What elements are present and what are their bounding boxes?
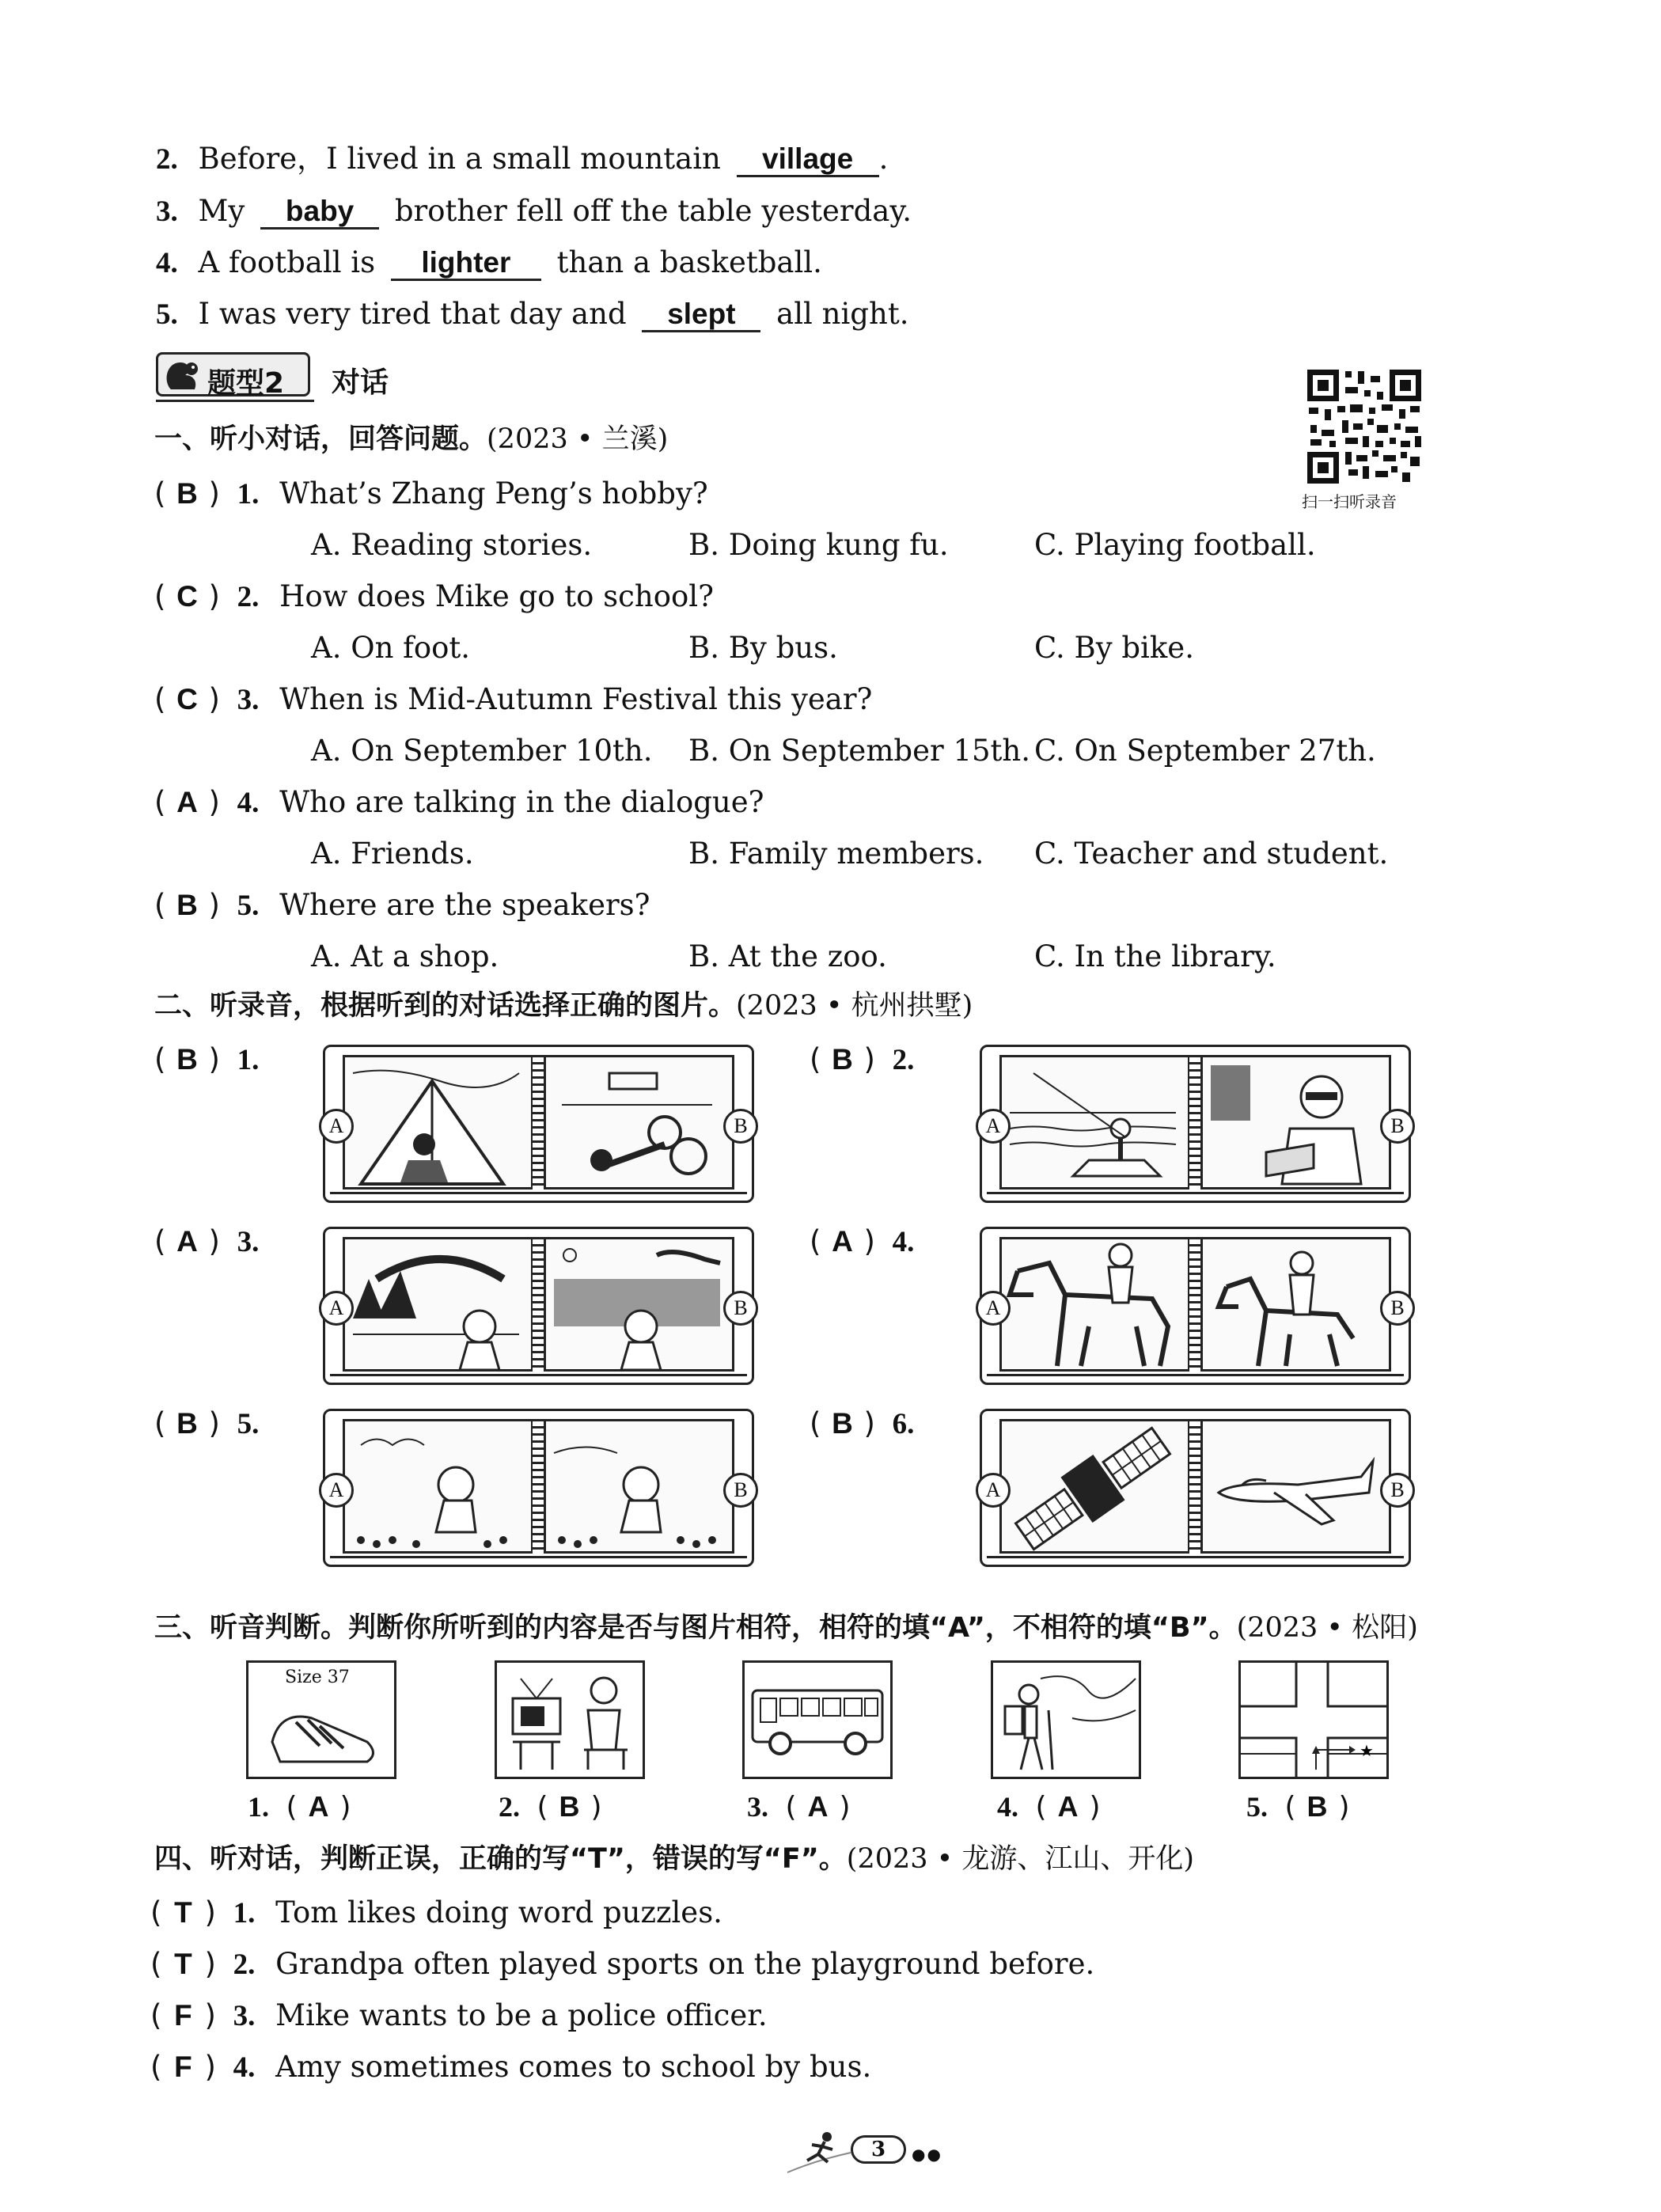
answer: B: [176, 1407, 198, 1440]
question-text: When is Mid-Autumn Festival this year?: [279, 682, 873, 716]
picture-book: [323, 1409, 754, 1567]
answer: B: [1306, 1790, 1328, 1823]
qr-code[interactable]: [1306, 368, 1423, 485]
hiker-icon: [993, 1663, 1139, 1777]
part1-title-text: 一、听小对话，回答问题。: [154, 423, 487, 455]
snow-penguin-icon: [345, 1421, 526, 1556]
answer: A: [807, 1790, 829, 1823]
picture-question: ( B ) 2.: [810, 1042, 915, 1076]
question-text: What’s Zhang Peng’s hobby?: [279, 476, 708, 510]
question-number: 1.: [237, 1044, 260, 1076]
label-b: B: [1380, 1291, 1415, 1326]
shoe-size-label: Size 37: [285, 1668, 350, 1687]
answer: B: [832, 1043, 853, 1076]
picture-answer: 3. ( A ): [747, 1790, 851, 1823]
answer: F: [174, 2051, 192, 2083]
option: B. At the zoo.: [688, 939, 887, 973]
answer: T: [174, 1948, 192, 1980]
question-number: 3.: [237, 684, 260, 716]
label-b: B: [723, 1473, 758, 1508]
part2-title-text: 二、听录音，根据听到的对话选择正确的图片。: [154, 990, 737, 1022]
item-text: A football is: [198, 245, 376, 279]
picture-a[interactable]: [999, 1055, 1190, 1189]
answer-blank: slept: [642, 299, 760, 332]
tv-girl-icon: [497, 1663, 643, 1777]
option: A. At a shop.: [311, 939, 499, 973]
bus-icon: [745, 1663, 890, 1777]
answer: A: [176, 786, 198, 818]
airplane-icon: [1203, 1421, 1384, 1556]
answer: A: [308, 1790, 329, 1823]
section-title: 对话: [332, 366, 389, 399]
label-a: A: [319, 1109, 354, 1144]
satellite-icon: [1002, 1421, 1183, 1556]
question-number: 6.: [892, 1408, 915, 1440]
option: C. Teacher and student.: [1034, 837, 1389, 871]
answer: C: [176, 580, 198, 613]
option: B. By bus.: [688, 631, 838, 665]
question-row: ( B ) 5. Where are the speakers?: [154, 888, 650, 922]
option: C. Playing football.: [1034, 528, 1316, 562]
label-b: B: [1380, 1473, 1415, 1508]
picture-a[interactable]: [343, 1419, 533, 1554]
page-number: 3: [870, 2138, 886, 2161]
option: A. On September 10th.: [311, 734, 653, 768]
picture-book: [323, 1045, 754, 1203]
judge-row: ( F ) 3. Mike wants to be a police officer.: [150, 1998, 768, 2032]
item-number: 5.: [156, 298, 178, 331]
picture-b[interactable]: [544, 1419, 734, 1554]
picture-map[interactable]: [1238, 1660, 1389, 1779]
question-number: 2.: [233, 1948, 256, 1981]
picture-bus[interactable]: [742, 1660, 893, 1779]
item-text: I was very tired that day and: [198, 297, 627, 331]
label-a: A: [976, 1473, 1011, 1508]
answer: B: [176, 1043, 198, 1076]
answer-blank: baby: [260, 196, 379, 230]
answer: T: [174, 1896, 192, 1929]
item-text: Before，I lived in a small mountain: [198, 142, 721, 176]
answer: A: [176, 1225, 198, 1258]
option: A. Friends.: [311, 837, 474, 871]
question-number: 3.: [237, 1226, 260, 1258]
picture-tv[interactable]: [495, 1660, 645, 1779]
item-text: .: [878, 142, 889, 176]
question-row: ( A ) 4. Who are talking in the dialogue?: [154, 785, 764, 819]
bike-fall-icon: [546, 1057, 727, 1192]
option: C. On September 27th.: [1034, 734, 1376, 768]
shoes-icon: [264, 1694, 383, 1774]
answer: B: [176, 889, 198, 921]
question-number: 2.: [237, 581, 260, 613]
item-text: than a basketball.: [556, 245, 822, 279]
question-number: 1.: [237, 478, 260, 510]
picture-book: [980, 1409, 1411, 1567]
question-text: Mike wants to be a police officer.: [275, 1998, 768, 2032]
question-number: 2.: [892, 1044, 915, 1076]
section-label: 题型2: [207, 367, 285, 400]
question-text: Tom likes doing word puzzles.: [275, 1895, 722, 1929]
qr-code-icon: [1306, 368, 1423, 485]
picture-b[interactable]: [1200, 1237, 1391, 1372]
part4-source: (2023 • 龙游、江山、开化): [846, 1843, 1195, 1875]
question-number: 5.: [237, 890, 260, 922]
item-text: brother fell off the table yesterday.: [394, 194, 912, 228]
question-text: Who are talking in the dialogue?: [279, 785, 764, 819]
picture-question: ( B ) 5.: [154, 1406, 260, 1440]
field-penguin-icon: [546, 1421, 727, 1556]
question-text: How does Mike go to school?: [279, 579, 714, 613]
option: A. Reading stories.: [311, 528, 593, 562]
picture-a[interactable]: [343, 1237, 533, 1372]
squirrel-icon: [163, 358, 203, 394]
picture-answer: 1. ( A ): [248, 1790, 351, 1823]
picture-question: ( B ) 1.: [154, 1042, 260, 1076]
picture-b[interactable]: [544, 1237, 734, 1372]
judge-row: ( T ) 2. Grandpa often played sports on the playground before.: [150, 1947, 1095, 1981]
question-number: 4.: [892, 1226, 915, 1258]
option: B. On September 15th.: [688, 734, 1030, 768]
judge-row: ( F ) 4. Amy sometimes comes to school by bus.: [150, 2050, 872, 2084]
answer-blank: village: [737, 144, 879, 177]
answer: A: [1057, 1790, 1079, 1823]
picture-b[interactable]: [544, 1055, 734, 1189]
part4-title-text: 四、听对话，判断正误，正确的写“T”，错误的写“F”。: [154, 1843, 847, 1875]
answer: F: [174, 1999, 192, 2032]
page-footer: [783, 2129, 965, 2176]
picture-answer: 2. ( B ): [499, 1790, 602, 1823]
fill-in-item: [156, 144, 888, 177]
part3-title-text: 三、听音判断。判断你所听到的内容是否与图片相符，相符的填“A”，不相符的填“B”。: [154, 1612, 1237, 1644]
label-b: B: [723, 1291, 758, 1326]
part2-title: [154, 992, 973, 1020]
street-map-icon: [1241, 1663, 1386, 1777]
opera-house-icon: [345, 1239, 526, 1374]
question-number: 4.: [237, 787, 260, 819]
fill-in-item: [156, 245, 822, 281]
pony-riding-icon: [1203, 1239, 1384, 1374]
answer: B: [559, 1790, 580, 1823]
tent-icon: [345, 1057, 526, 1192]
picture-a[interactable]: [999, 1419, 1190, 1554]
svg-text:★: ★: [1360, 1741, 1374, 1760]
picture-book: [980, 1227, 1411, 1385]
label-b: B: [723, 1109, 758, 1144]
qr-caption: 扫一扫听录音: [1302, 492, 1397, 511]
label-a: A: [319, 1291, 354, 1326]
picture-answer: 5. ( B ): [1246, 1790, 1350, 1823]
question-row: ( C ) 2. How does Mike go to school?: [154, 579, 714, 613]
part3-title: [154, 1614, 1418, 1642]
question-text: Amy sometimes comes to school by bus.: [275, 2050, 872, 2084]
fishing-boat-icon: [1002, 1057, 1183, 1192]
picture-b[interactable]: [1200, 1055, 1391, 1189]
option: B. Family members.: [688, 837, 984, 871]
picture-answer: 4. ( A ): [997, 1790, 1101, 1823]
section-underline: [156, 400, 314, 402]
label-b: B: [1380, 1109, 1415, 1144]
answer-blank: lighter: [391, 248, 541, 281]
horse-riding-icon: [1002, 1239, 1183, 1374]
question-text: Where are the speakers?: [279, 888, 650, 922]
page-number-badge: [851, 2135, 906, 2164]
picture-question: ( A ) 3.: [154, 1224, 260, 1258]
question-number: 3.: [233, 2000, 256, 2032]
part1-source: (2023 • 兰溪): [487, 423, 669, 455]
picture-question: ( B ) 6.: [810, 1406, 915, 1440]
judge-row: ( T ) 1. Tom likes doing word puzzles.: [150, 1895, 722, 1929]
label-a: A: [319, 1473, 354, 1508]
part4-title: [154, 1843, 1195, 1875]
part1-title: [154, 423, 669, 455]
question-text: Grandpa often played sports on the playground before.: [275, 1947, 1095, 1981]
answer: B: [832, 1407, 853, 1440]
fill-in-item: [156, 196, 912, 230]
option: B. Doing kung fu.: [688, 528, 949, 562]
picture-a[interactable]: [999, 1237, 1190, 1372]
item-text: My: [198, 194, 245, 228]
part3-source: (2023 • 松阳): [1236, 1612, 1418, 1644]
item-number: 3.: [156, 195, 178, 228]
picture-a[interactable]: [343, 1055, 533, 1189]
item-number: 4.: [156, 247, 178, 279]
picture-book: [980, 1045, 1411, 1203]
man-reading-icon: [1203, 1057, 1384, 1192]
beach-girl-icon: [546, 1239, 727, 1374]
question-number: 1.: [233, 1897, 256, 1929]
answer: B: [176, 477, 198, 510]
question-row: ( C ) 3. When is Mid-Autumn Festival this year?: [154, 682, 873, 716]
label-a: A: [976, 1109, 1011, 1144]
footer-dots: ●●: [912, 2145, 942, 2164]
option: C. By bike.: [1034, 631, 1194, 665]
runner-icon: [783, 2129, 855, 2176]
fill-in-item: [156, 299, 908, 332]
picture-question: ( A ) 4.: [810, 1224, 915, 1258]
item-text: all night.: [776, 297, 909, 331]
section-badge: [156, 352, 310, 400]
picture-b[interactable]: [1200, 1419, 1391, 1554]
question-number: 4.: [233, 2051, 256, 2084]
question-row: ( B ) 1. What’s Zhang Peng’s hobby?: [154, 476, 708, 510]
item-number: 2.: [156, 143, 178, 176]
answer: A: [832, 1225, 853, 1258]
option: A. On foot.: [311, 631, 471, 665]
picture-book: [323, 1227, 754, 1385]
question-number: 5.: [237, 1408, 260, 1440]
picture-shoes[interactable]: [246, 1660, 396, 1779]
option: C. In the library.: [1034, 939, 1276, 973]
label-a: A: [976, 1291, 1011, 1326]
answer: C: [176, 683, 198, 715]
picture-hiker[interactable]: [991, 1660, 1141, 1779]
part2-source: (2023 • 杭州拱墅): [736, 990, 973, 1022]
